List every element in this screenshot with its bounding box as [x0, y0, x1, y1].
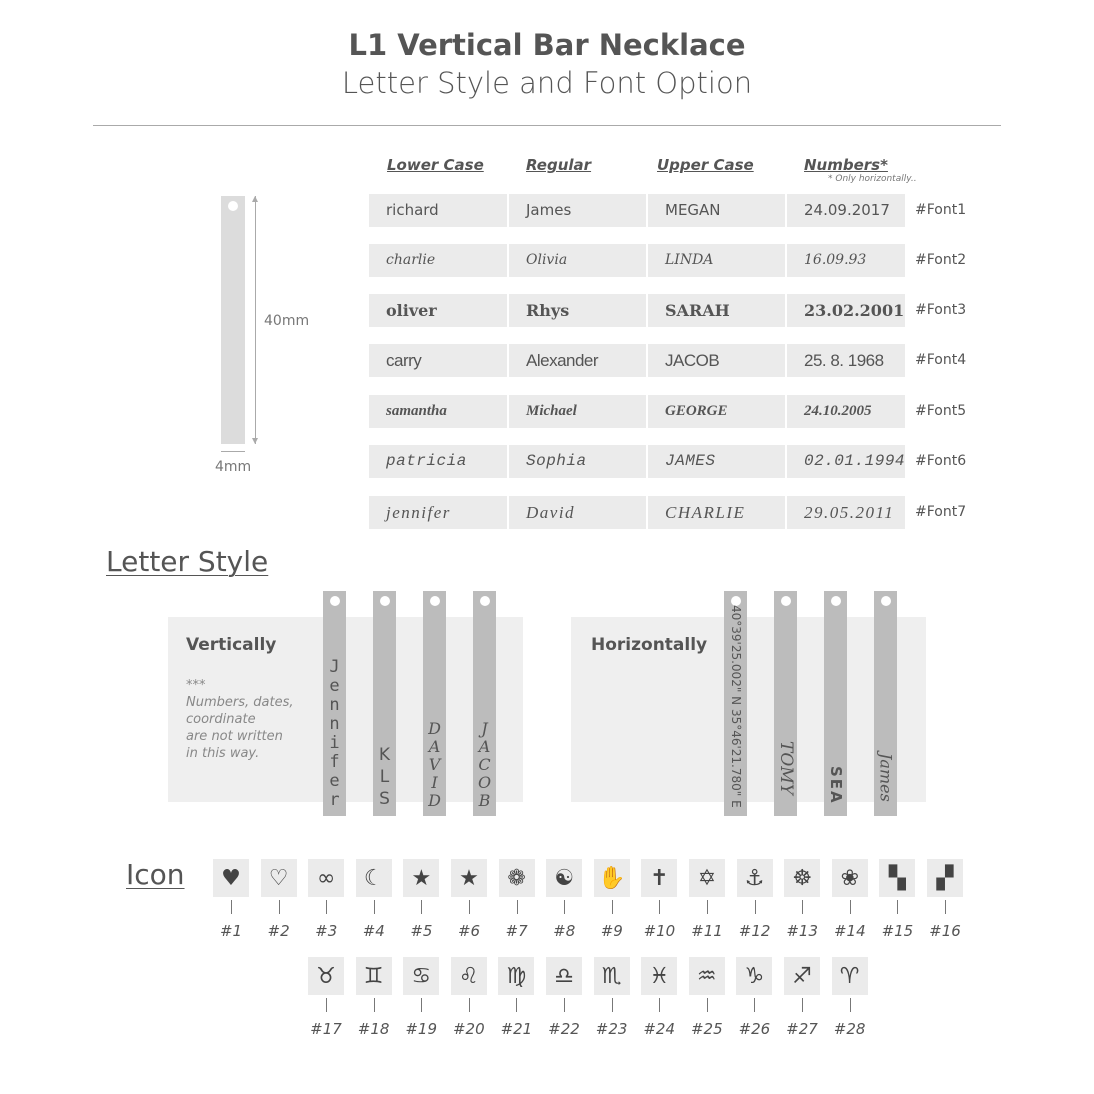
heart-outline-icon: ♡: [261, 859, 297, 897]
icon-number: #24: [643, 1020, 676, 1038]
cancer-icon: ♋: [403, 957, 439, 995]
icon-number: #23: [595, 1020, 628, 1038]
vertical-letter-bar: [473, 591, 496, 816]
small-star-icon: ★: [451, 859, 487, 897]
taurus-icon: ♉: [308, 957, 344, 995]
vertical-letter-bar: [373, 591, 396, 816]
icon-number: #7: [505, 922, 528, 940]
font-sample-cell: Rhys: [509, 294, 646, 327]
icon-tick: [326, 900, 327, 914]
icon-number: #20: [452, 1020, 485, 1038]
font-sample-cell: JAMES: [648, 445, 785, 478]
icon-tick: [564, 998, 565, 1012]
dog-icon: ▚: [879, 859, 915, 897]
icon-tick: [754, 998, 755, 1012]
icon-number: #25: [690, 1020, 723, 1038]
icon-number: #8: [553, 922, 576, 940]
icon-number: #27: [786, 1020, 818, 1038]
width-dimension-line: [221, 451, 245, 452]
icon-number: #22: [548, 1020, 580, 1038]
vertical-bar-text: K L S: [378, 745, 391, 809]
icon-tick: [374, 900, 375, 914]
moon-icon: ☾: [356, 859, 392, 897]
font-sample-cell: oliver: [369, 294, 507, 327]
icon-tick: [897, 900, 898, 914]
icon-number: #4: [362, 922, 385, 940]
icon-tick: [945, 900, 946, 914]
font-sample-cell: 02.01.1994: [787, 445, 905, 478]
bar-hole: [430, 596, 440, 606]
font-id-label: #Font2: [915, 252, 967, 268]
vertical-panel-title: Vertically: [186, 635, 277, 655]
font-id-label: #Font1: [915, 202, 967, 218]
font-sample-cell: 16.09.93: [787, 244, 905, 277]
page-title: L1 Vertical Bar Necklace: [348, 28, 746, 62]
icon-tick: [612, 900, 613, 914]
column-header-upper-case: Upper Case: [657, 156, 754, 174]
aries-icon: ♈: [832, 957, 868, 995]
icon-number: #18: [357, 1020, 390, 1038]
icon-number: #5: [410, 922, 433, 940]
font-sample-cell: James: [509, 194, 646, 227]
icon-number: #10: [643, 922, 676, 940]
bar-hole: [480, 596, 490, 606]
font-id-label: #Font7: [915, 504, 967, 520]
icon-number: #21: [500, 1020, 533, 1038]
horizontal-bar-text: TOMY: [775, 741, 796, 795]
font-sample-cell: 29.05.2011: [787, 496, 905, 529]
paw-icon: ❁: [499, 859, 535, 897]
icon-tick: [374, 998, 375, 1012]
horizontal-letter-bar: [724, 591, 747, 816]
font-sample-cell: SARAH: [648, 294, 785, 327]
icon-number: #1: [219, 922, 243, 940]
bar-hole: [831, 596, 841, 606]
font-sample-cell: Olivia: [509, 244, 646, 277]
bar-hole: [881, 596, 891, 606]
heart-icon: ♥: [213, 859, 249, 897]
icon-tick: [802, 998, 803, 1012]
font-sample-cell: 24.09.2017: [787, 194, 905, 227]
horizontal-letter-bar: [824, 591, 847, 816]
icon-tick: [755, 900, 756, 914]
font-sample-cell: CHARLIE: [648, 496, 785, 529]
height-dimension-line: [255, 196, 256, 444]
icon-number: #13: [786, 922, 819, 940]
bar-hole: [781, 596, 791, 606]
icon-number: #2: [267, 922, 290, 940]
icon-tick: [564, 900, 565, 914]
horizontal-bar-text: James: [876, 753, 895, 802]
icon-number: #9: [600, 922, 623, 940]
cross-icon: ✝: [641, 859, 677, 897]
vertical-letter-bar: [423, 591, 446, 816]
icon-number: #3: [315, 922, 338, 940]
star-of-david-icon: ✡: [689, 859, 725, 897]
vertical-panel-note: *** Numbers, dates, coordinate are not written in this way.: [186, 678, 294, 761]
gemini-icon: ♊: [356, 957, 392, 995]
yin-yang-icon: ☯: [546, 859, 582, 897]
icon-tick: [421, 900, 422, 914]
pisces-icon: ♓: [641, 957, 677, 995]
icon-tick: [231, 900, 232, 914]
numbers-note: * Only horizontally..: [828, 174, 917, 184]
horizontal-letter-bar: [874, 591, 897, 816]
leo-icon: ♌: [451, 957, 487, 995]
icon-number: #14: [833, 922, 866, 940]
hamsa-icon: ✋: [594, 859, 630, 897]
font-sample-cell: jennifer: [369, 496, 507, 529]
bar-hole: [380, 596, 390, 606]
bar-diagram: [221, 196, 245, 444]
cat-icon: ▞: [927, 859, 963, 897]
vertical-bar-text: J A C O B: [477, 719, 492, 810]
font-sample-cell: patricia: [369, 445, 507, 478]
height-dimension-label: 40mm: [264, 313, 310, 329]
icon-tick: [279, 900, 280, 914]
font-sample-cell: carry: [369, 344, 507, 377]
icon-number: #28: [833, 1020, 866, 1038]
font-sample-cell: 23.02.2001: [787, 294, 905, 327]
icon-number: #19: [405, 1020, 438, 1038]
helm-icon: ☸: [784, 859, 820, 897]
page-subtitle: Letter Style and Font Option: [341, 66, 753, 100]
font-sample-cell: samantha: [369, 395, 507, 428]
icon-number: #6: [457, 922, 481, 940]
aquarius-icon: ♒: [689, 957, 725, 995]
font-sample-cell: GEORGE: [648, 395, 785, 428]
scorpio-icon: ♏: [594, 957, 630, 995]
font-sample-cell: richard: [369, 194, 507, 227]
icon-number: #15: [881, 922, 914, 940]
column-header-regular: Regular: [526, 156, 592, 174]
icon-tick: [469, 998, 470, 1012]
font-sample-cell: Alexander: [509, 344, 646, 377]
font-sample-cell: LINDA: [648, 244, 785, 277]
infinity-icon: ∞: [308, 859, 344, 897]
icon-number: #12: [738, 922, 771, 940]
icon-tick: [850, 900, 851, 914]
font-id-label: #Font3: [915, 302, 967, 318]
font-sample-cell: Michael: [509, 395, 646, 428]
font-sample-cell: 25. 8. 1968: [787, 344, 905, 377]
anchor-icon: ⚓: [737, 859, 773, 897]
horizontal-bar-text: SEA: [826, 766, 845, 805]
icon-tick: [707, 900, 708, 914]
bar-hole: [228, 201, 238, 211]
icon-number: #16: [929, 922, 961, 940]
star-icon: ★: [403, 859, 439, 897]
width-dimension-label: 4mm: [215, 459, 252, 475]
icon-tick: [659, 998, 660, 1012]
font-sample-cell: David: [509, 496, 646, 529]
virgo-icon: ♍: [498, 957, 534, 995]
icon-tick: [516, 998, 517, 1012]
vertical-letter-bar: [323, 591, 346, 816]
icon-tick: [517, 900, 518, 914]
letter-style-heading: Letter Style: [106, 545, 269, 578]
horizontal-panel-title: Horizontally: [591, 635, 708, 655]
font-sample-cell: MEGAN: [648, 194, 785, 227]
icon-tick: [612, 998, 613, 1012]
font-sample-cell: JACOB: [648, 344, 785, 377]
icon-number: #11: [691, 922, 723, 940]
font-id-label: #Font5: [915, 403, 967, 419]
font-sample-cell: Sophia: [509, 445, 646, 478]
font-sample-cell: 24.10.2005: [787, 395, 905, 428]
sagittarius-icon: ♐: [784, 957, 820, 995]
icon-heading: Icon: [126, 858, 185, 891]
icon-tick: [850, 998, 851, 1012]
bar-hole: [330, 596, 340, 606]
font-sample-cell: charlie: [369, 244, 507, 277]
libra-icon: ♎: [546, 957, 582, 995]
column-header-numbers: Numbers*: [804, 156, 888, 174]
capricorn-icon: ♑: [736, 957, 772, 995]
vertical-bar-text: J e n n i f e r: [329, 657, 340, 810]
header-divider: [93, 125, 1001, 126]
font-id-label: #Font4: [915, 352, 967, 368]
icon-tick: [802, 900, 803, 914]
column-header-lower-case: Lower Case: [387, 156, 484, 174]
icon-number: #26: [738, 1020, 771, 1038]
font-id-label: #Font6: [915, 453, 967, 469]
icon-tick: [707, 998, 708, 1012]
horizontal-letter-bar: [774, 591, 797, 816]
icon-tick: [469, 900, 470, 914]
icon-tick: [659, 900, 660, 914]
icon-tick: [421, 998, 422, 1012]
icon-tick: [326, 998, 327, 1012]
horizontal-bar-text: 40°39'25.002" N 35°46'21.780" E: [728, 605, 743, 808]
vertical-bar-text: D A V I D: [428, 719, 441, 810]
icon-number: #17: [310, 1020, 342, 1038]
lotus-icon: ❀: [832, 859, 868, 897]
